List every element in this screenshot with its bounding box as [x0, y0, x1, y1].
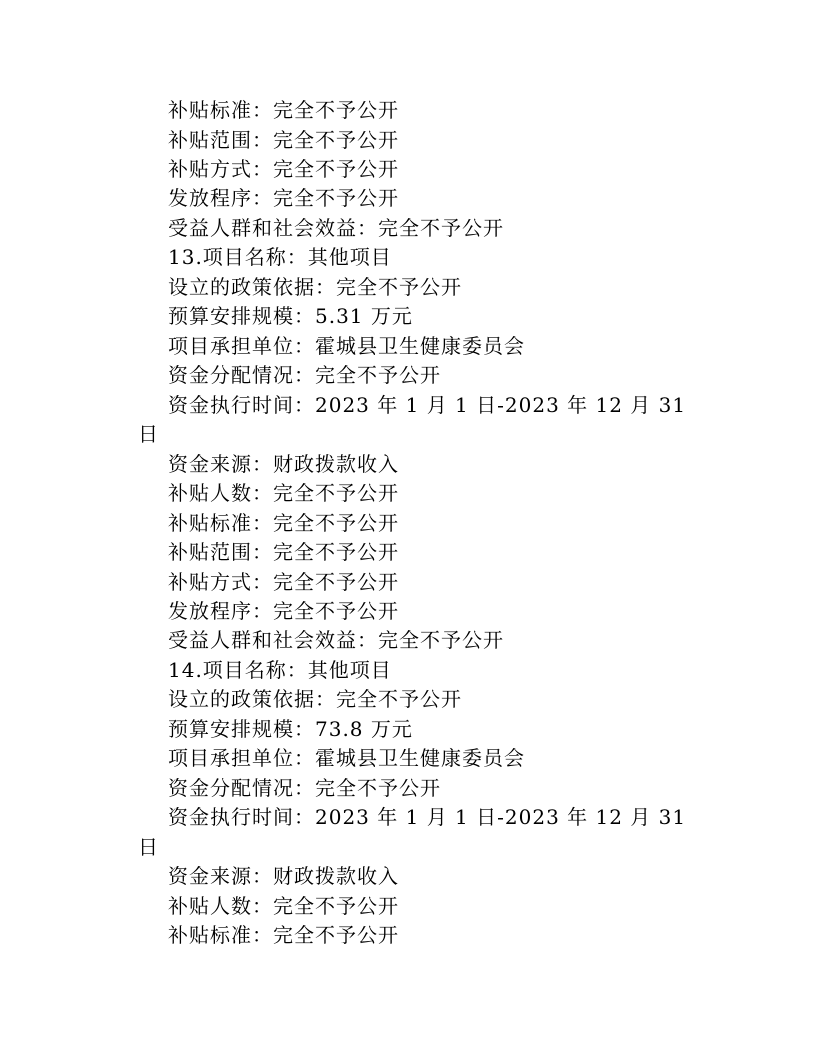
text-line: 项目承担单位：霍城县卫生健康委员会: [168, 334, 525, 358]
section-heading: 14.项目名称：其他项目: [168, 658, 392, 682]
text-line: 发放程序：完全不予公开: [168, 599, 399, 623]
text-line: 受益人群和社会效益：完全不予公开: [168, 628, 504, 652]
text-line: 资金执行时间：2023 年 1 月 1 日-2023 年 12 月 31: [168, 805, 687, 829]
text-line: 资金来源：财政拨款收入: [168, 864, 399, 888]
text-line: 补贴方式：完全不予公开: [168, 157, 399, 181]
section-heading: 13.项目名称：其他项目: [168, 245, 392, 269]
text-line: 预算安排规模：5.31 万元: [168, 304, 413, 328]
text-line: 资金分配情况：完全不予公开: [168, 776, 441, 800]
text-line: 设立的政策依据：完全不予公开: [168, 687, 462, 711]
text-line: 设立的政策依据：完全不予公开: [168, 275, 462, 299]
text-line: 受益人群和社会效益：完全不予公开: [168, 216, 504, 240]
text-line: 项目承担单位：霍城县卫生健康委员会: [168, 746, 525, 770]
text-line: 预算安排规模：73.8 万元: [168, 717, 413, 741]
text-line: 补贴方式：完全不予公开: [168, 570, 399, 594]
text-line: 发放程序：完全不予公开: [168, 186, 399, 210]
text-line: 资金执行时间：2023 年 1 月 1 日-2023 年 12 月 31: [168, 393, 687, 417]
text-line: 补贴标准：完全不予公开: [168, 511, 399, 535]
text-line: 补贴人数：完全不予公开: [168, 481, 399, 505]
text-line-continuation: 日: [138, 422, 159, 446]
text-line: 补贴范围：完全不予公开: [168, 540, 399, 564]
text-line: 补贴人数：完全不予公开: [168, 894, 399, 918]
text-line: 补贴标准：完全不予公开: [168, 923, 399, 947]
text-line-continuation: 日: [138, 835, 159, 859]
text-line: 补贴范围：完全不予公开: [168, 128, 399, 152]
text-line: 补贴标准：完全不予公开: [168, 98, 399, 122]
text-line: 资金分配情况：完全不予公开: [168, 363, 441, 387]
text-line: 资金来源：财政拨款收入: [168, 452, 399, 476]
